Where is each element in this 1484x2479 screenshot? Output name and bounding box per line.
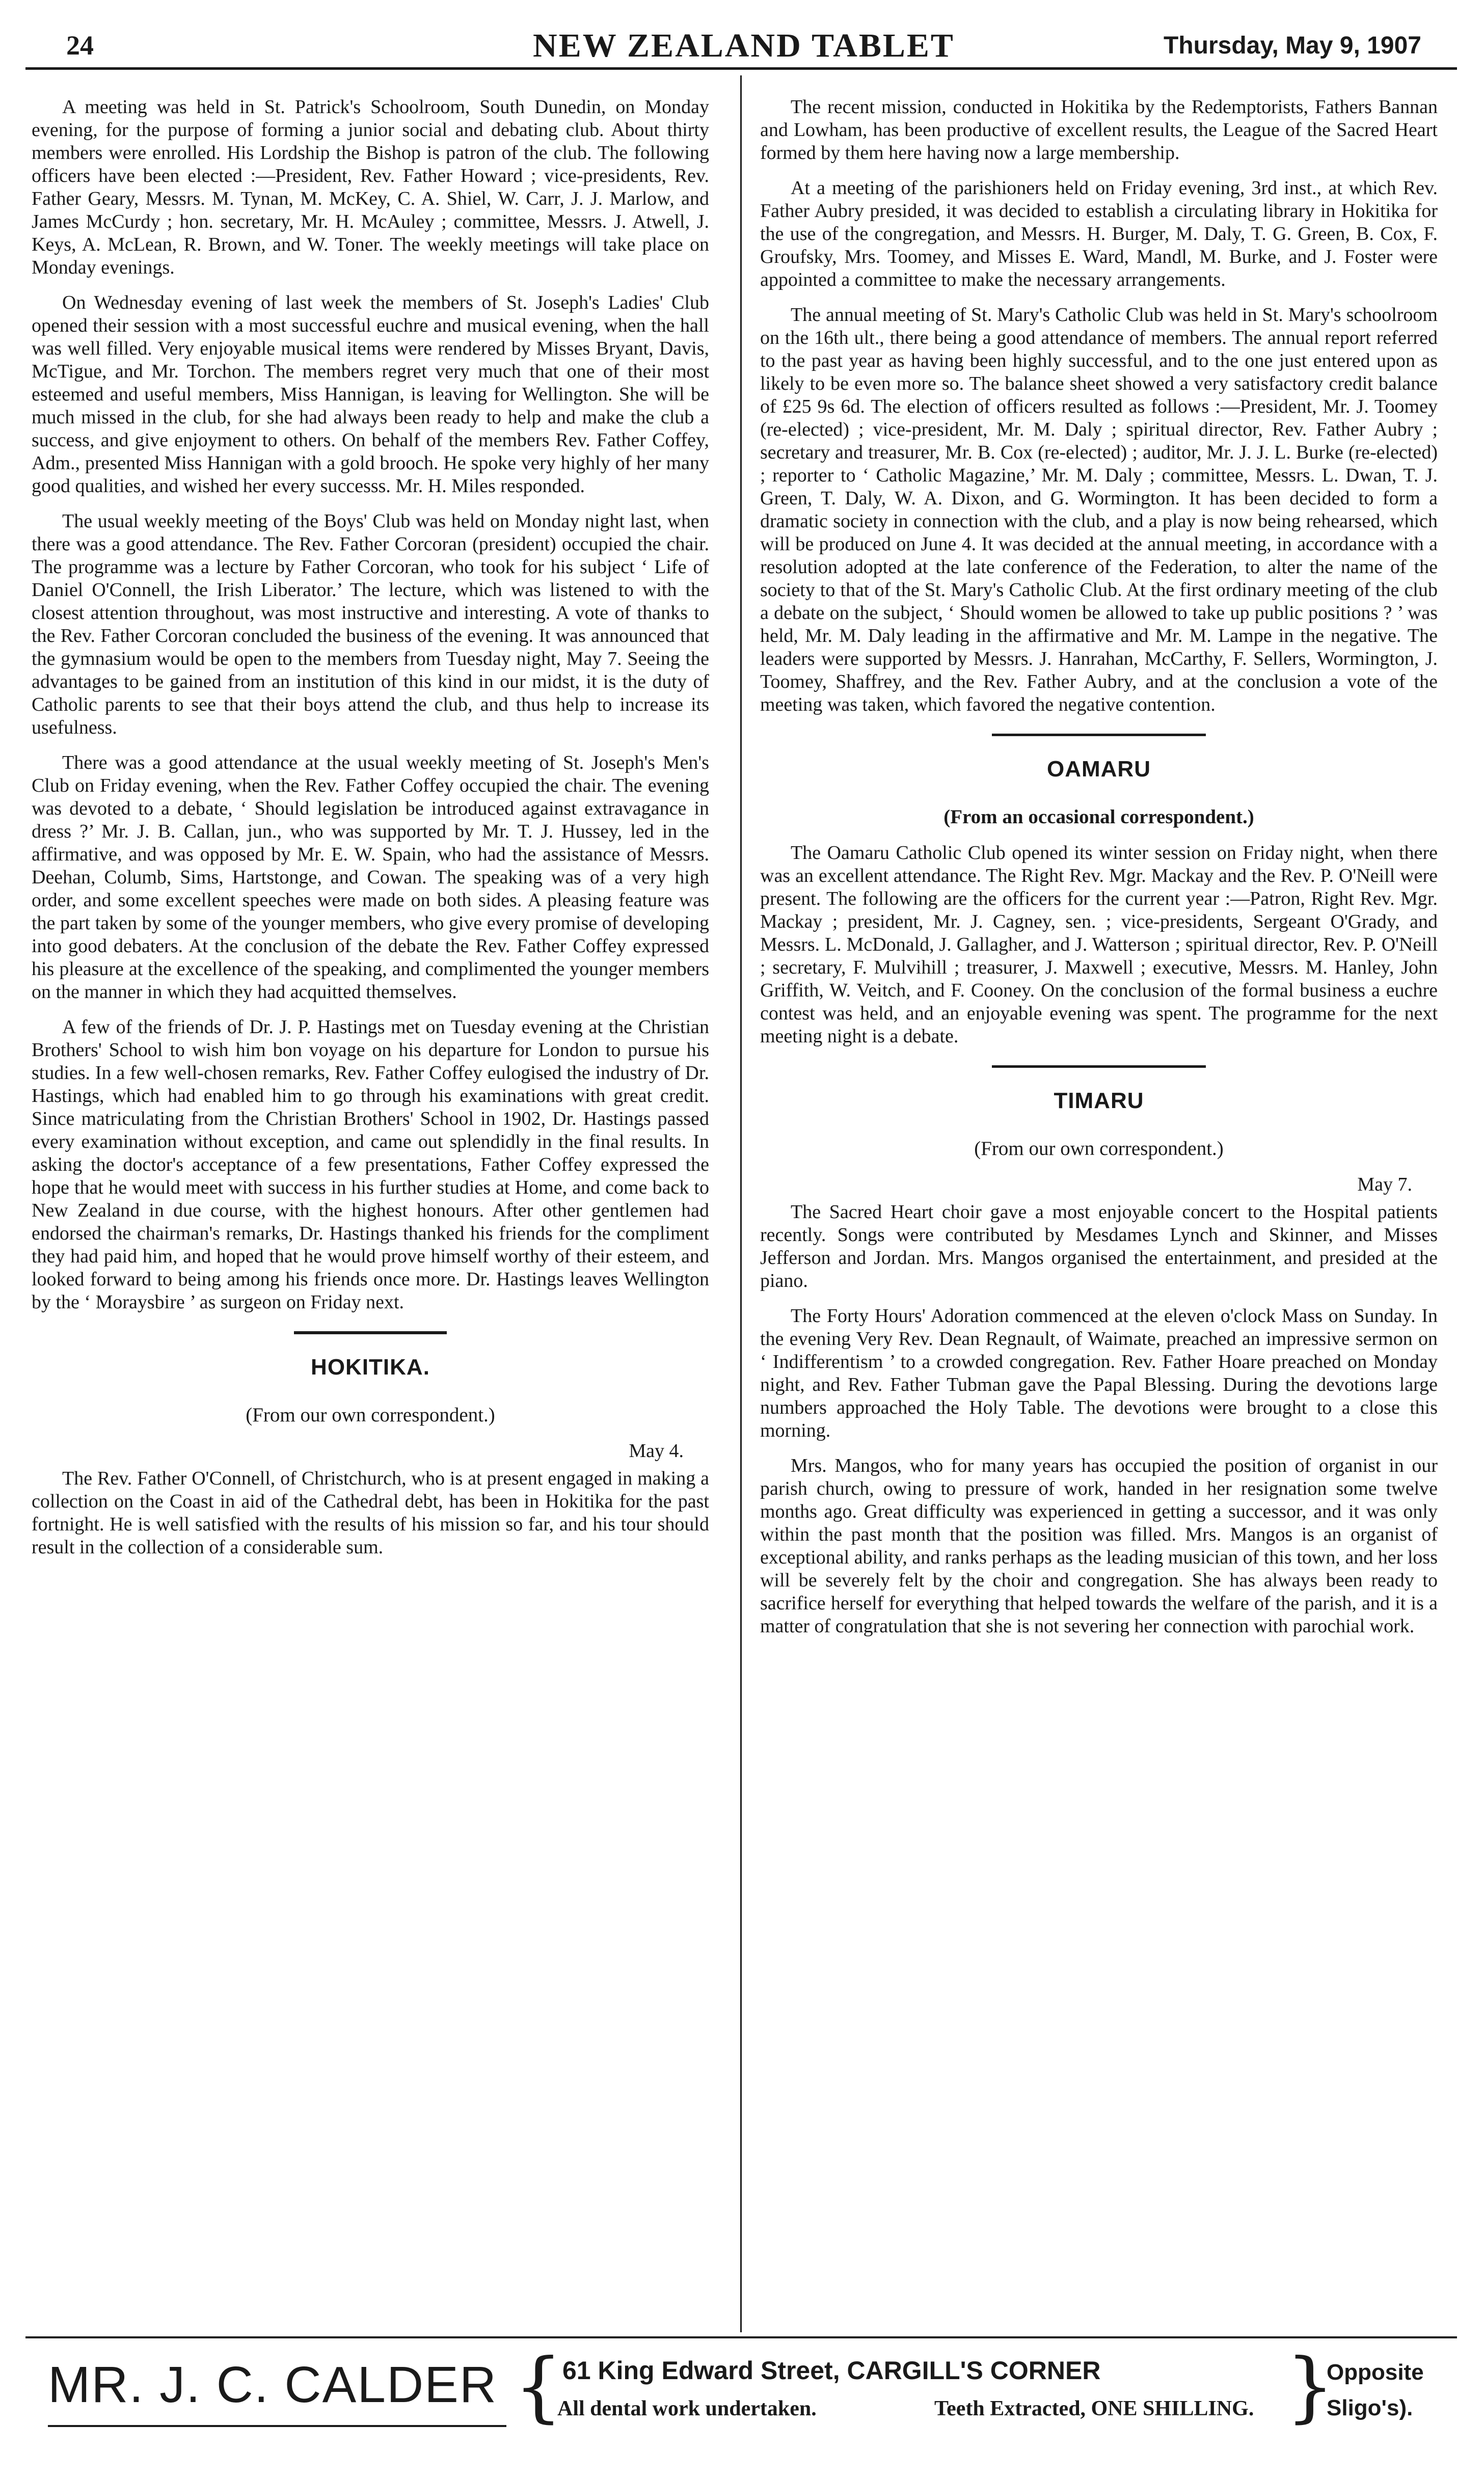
article-paragraph: The usual weekly meeting of the Boys' Club was held on Monday night last, when there was a good attendance. The Rev. Father Corcoran (president) occupied the chair. The programme was a lecture by Father Corcoran, who took for his subject ‘ Life of Daniel O'Connell, the Irish Liberator.’ The lecture, which was listened to with the closest attention throughout, was most instructive and interesting. A vote of thanks to the Rev. Father Corcoran concluded the business of the evening. It was announced that the gymnasium would be open to the members from Tuesday night, May 7. Seeing the advantages to be gained from an institution of this kind in our midst, it is the duty of Catholic parents to see that their boys attend the club, and thus help to increase its usefulness. bbox=[32, 510, 709, 738]
advert-extraction: Teeth Extracted, ONE SHILLING. bbox=[934, 2397, 1254, 2420]
newspaper-title: NEW ZEALAND TABLET bbox=[533, 27, 955, 64]
article-paragraph: At a meeting of the parishioners held on Friday evening, 3rd inst., at which Rev. Father Aubry presided, it was decided to establish a circulating library in Hokitika for the use of the congregation, and Messrs. H. Burger, M. Daly, T. G. Green, B. Cox, F. Groufsky, Mrs. Toomey, and Misses E. Ward, Mandl, M. Burke, and J. Foster were appointed a committee to make the necessary arrangements. bbox=[760, 177, 1438, 290]
advertisement bbox=[48, 2343, 1454, 2445]
advertiser-name: MR. J. C. CALDER bbox=[48, 2356, 498, 2413]
dateline: May 7. bbox=[1357, 1174, 1412, 1195]
page-number: 24 bbox=[66, 30, 94, 61]
article-paragraph: Mrs. Mangos, who for many years has occupied the position of organist in our parish church, owing to pressure of work, handed in her resignation some twelve months ago. Great difficulty was experienced in getting a successor, and it was only within the past month that the position was filled. Mrs. Mangos is an organist of exceptional ability, and ranks perhaps as the leading musician of this town, and her loss will be severely felt by the choir and congregation. She has always been ready to sacrifice herself for everything that helped towards the welfare of the parish, and it is a matter of congratulation that she is not severing her connection with parochial work. bbox=[760, 1455, 1438, 1637]
section-divider bbox=[294, 1331, 447, 1334]
article-paragraph: The Sacred Heart choir gave a most enjoyable concert to the Hospital patients recently. Songs were contributed by Mesdames Lynch and Skinner, and Misses Jefferson and Jordan. Mrs. Mangos organised the entertainment, and presided at the piano. bbox=[760, 1201, 1438, 1291]
section-divider bbox=[992, 1065, 1206, 1068]
article-paragraph: A few of the friends of Dr. J. P. Hastings met on Tuesday evening at the Christian Brothers' School to wish him bon voyage on his departure for London to pursue his studies. In a few well-chosen remarks, Rev. Father Coffey eulogised the industry of Dr. Hastings, which had enabled him to go through his examinations with great credit. Since matriculating from the Christian Brothers' School in 1902, Dr. Hastings passed every examination without exception, and came out splendidly in the final results. In asking the doctor's acceptance of a few presentations, Father Coffey expressed the hope that he would meet with success in his further studies at Home, and come back to New Zealand in due course, with the highest honours. After other gentlemen had endorsed the chairman's remarks, Dr. Hastings thanked his friends for the compliment they had paid him, and hoped that he would prove himself worthy of their esteem, and looked forward to being among his friends once more. Dr. Hastings leaves Wellington by the ‘ Moraysbire ’ as surgeon on Friday next. bbox=[32, 1016, 709, 1313]
article-paragraph: The Rev. Father O'Connell, of Christchurch, who is at present engaged in making a collection on the Coast in aid of the Cathedral debt, has been in Hokitika for the past fortnight. He is well satisfied with the results of his mission so far, and his tour should result in the collection of a considerable sum. bbox=[32, 1468, 709, 1558]
right-column bbox=[760, 96, 1438, 2335]
advert-address: 61 King Edward Street, CARGILL'S CORNER bbox=[562, 2356, 1101, 2385]
section-divider bbox=[992, 734, 1206, 736]
masthead-rule bbox=[25, 67, 1457, 70]
article-paragraph: The annual meeting of St. Mary's Catholic Club was held in St. Mary's schoolroom on the 16th ult., there being a good attendance of members. The annual report referred to the past year as having been highly successful, and to the one just entered upon as likely to be even more so. The balance sheet showed a very satisfactory credit balance of £25 9s 6d. The election of officers resulted as follows :—President, Mr. J. Toomey (re-elected) ; vice-president, Mr. M. Daly ; spiritual director, Rev. Father Aubry ; secretary and treasurer, Mr. B. Cox (re-elected) ; auditor, Mr. J. J. L. Burke (re-elected) ; reporter to ‘ Catholic Magazine,’ Mr. M. Daly ; committee, Messrs. L. Dwan, T. J. Green, T. Daly, W. A. Dixon, and G. Wormington. It has been decided to form a dramatic society in connection with the club, and a play is now being rehearsed, which will be produced on June 4. It was decided at the annual meeting, in accordance with a resolution adopted at the late conference of the Federation, to alter the name of the society to that of the St. Mary's Catholic Club. At the first ordinary meeting of the club a debate on the subject, ‘ Should women be allowed to take up public positions ? ’ was held, Mr. M. Daly leading in the affirmative and Mr. M. Lampe in the negative. The leaders were supported by Messrs. J. Hanrahan, McCarthy, F. Sellers, Wormington, J. Toomey, Shaffrey, and the Rev. Father Aubry, and at the conclusion a vote of the meeting was taken, which favored the negative contention. bbox=[760, 304, 1438, 715]
article-paragraph: The recent mission, conducted in Hokitika by the Redemptorists, Fathers Bannan and Lowham, has been productive of excellent results, the League of the Sacred Heart formed by them here having now a large membership. bbox=[760, 96, 1438, 164]
correspondent-line: (From our own correspondent.) bbox=[246, 1404, 495, 1426]
left-brace-icon: { bbox=[514, 2342, 563, 2431]
masthead bbox=[66, 27, 1421, 70]
correspondent-line: (From an occasional correspondent.) bbox=[943, 806, 1254, 828]
advertiser-underline bbox=[48, 2425, 506, 2427]
right-brace-icon: { bbox=[1286, 2342, 1335, 2431]
section-heading-hokitika: HOKITIKA. bbox=[311, 1355, 430, 1380]
dateline: May 4. bbox=[629, 1440, 684, 1462]
article-paragraph: There was a good attendance at the usual weekly meeting of St. Joseph's Men's Club on Friday evening, when the Rev. Father Coffey occupied the chair. The evening was devoted to a debate, ‘ Should legislation be introduced against extravagance in dress ?’ Mr. J. B. Callan, jun., who was supported by Mr. T. J. Hussey, led in the affirmative, and was opposed by Mr. E. W. Spain, who had the assistance of Messrs. Deehan, Columb, Sims, Hartstonge, and Cowan. The speaking was of a very high order, and some excellent speeches were made on both sides. A pleasing feature was the part taken by some of the younger members, who give every promise of developing into good debaters. At the conclusion of the debate the Rev. Father Coffey expressed his pleasure at the excellence of the speaking, and complimented the younger members on the manner in which they had acquitted themselves. bbox=[32, 752, 709, 1003]
footer-rule bbox=[25, 2336, 1457, 2338]
correspondent-line: (From our own correspondent.) bbox=[974, 1138, 1224, 1160]
article-paragraph: A meeting was held in St. Patrick's Schoolroom, South Dunedin, on Monday evening, for the purpose of forming a junior social and debating club. About thirty members were enrolled. His Lordship the Bishop is patron of the club. The following officers have been elected :—President, Rev. Father Howard ; vice-presidents, Rev. Father Geary, Messrs. M. Tynan, M. McKey, C. A. Shiel, W. Carr, J. J. Marlow, and James McCurdy ; hon. secretary, Mr. H. McAuley ; committee, Messrs. J. Atwell, J. Keys, A. McLean, R. Brown, and W. Toner. The weekly meetings will take place on Monday evenings. bbox=[32, 96, 709, 278]
article-paragraph: The Forty Hours' Adoration commenced at the eleven o'clock Mass on Sunday. In the evening Very Rev. Dean Regnault, of Waimate, preached an impressive sermon on ‘ Indifferentism ’ to a crowded congregation. Rev. Father Hoare preached on Monday night, and Rev. Father Tubman gave the Papal Blessing. During the devotions large numbers approached the Holy Table. The devotions were brought to a close this morning. bbox=[760, 1305, 1438, 1441]
advert-landmark: Sligo's). bbox=[1327, 2395, 1413, 2420]
article-paragraph: On Wednesday evening of last week the members of St. Joseph's Ladies' Club opened their session with a most successful euchre and musical evening, when the hall was well filled. Very enjoyable musical items were rendered by Misses Bryant, Davis, McTigue, and Mr. Torchon. The members regret very much that one of their most esteemed and useful members, Miss Hannigan, is leaving for Wellington. She will be much missed in the club, for she had always been ready to help and make the club a success, and give enjoyment to others. On behalf of the members Rev. Father Coffey, Adm., presented Miss Hannigan with a gold brooch. He spoke very highly of her many good qualities, and wished her every successs. Mr. H. Miles responded. bbox=[32, 292, 709, 497]
left-column bbox=[32, 96, 709, 2335]
issue-date: Thursday, May 9, 1907 bbox=[1163, 32, 1421, 59]
advert-opposite: Opposite bbox=[1327, 2360, 1424, 2385]
column-separator bbox=[740, 75, 742, 2332]
section-heading-timaru: TIMARU bbox=[1054, 1088, 1144, 1113]
advert-services: All dental work undertaken. bbox=[557, 2397, 817, 2420]
article-paragraph: The Oamaru Catholic Club opened its winter session on Friday night, when there was an excellent attendance. The Right Rev. Mgr. Mackay and the Rev. P. O'Neill were present. The following are the officers for the current year :—Patron, Right Rev. Mgr. Mackay ; president, Mr. J. Cagney, sen. ; vice-presidents, Sergeant O'Grady, and Messrs. L. McDonald, J. Gallagher, and J. Watterson ; spiritual director, Rev. P. O'Neill ; secretary, F. Mulvihill ; treasurer, J. Maxwell ; executive, Messrs. M. Hanley, John Griffith, W. Veitch, and F. Cooney. On the conclusion of the formal business a euchre contest was held, and an enjoyable evening was spent. The programme for the next meeting night is a debate. bbox=[760, 842, 1438, 1047]
section-heading-oamaru: OAMARU bbox=[1047, 757, 1151, 782]
